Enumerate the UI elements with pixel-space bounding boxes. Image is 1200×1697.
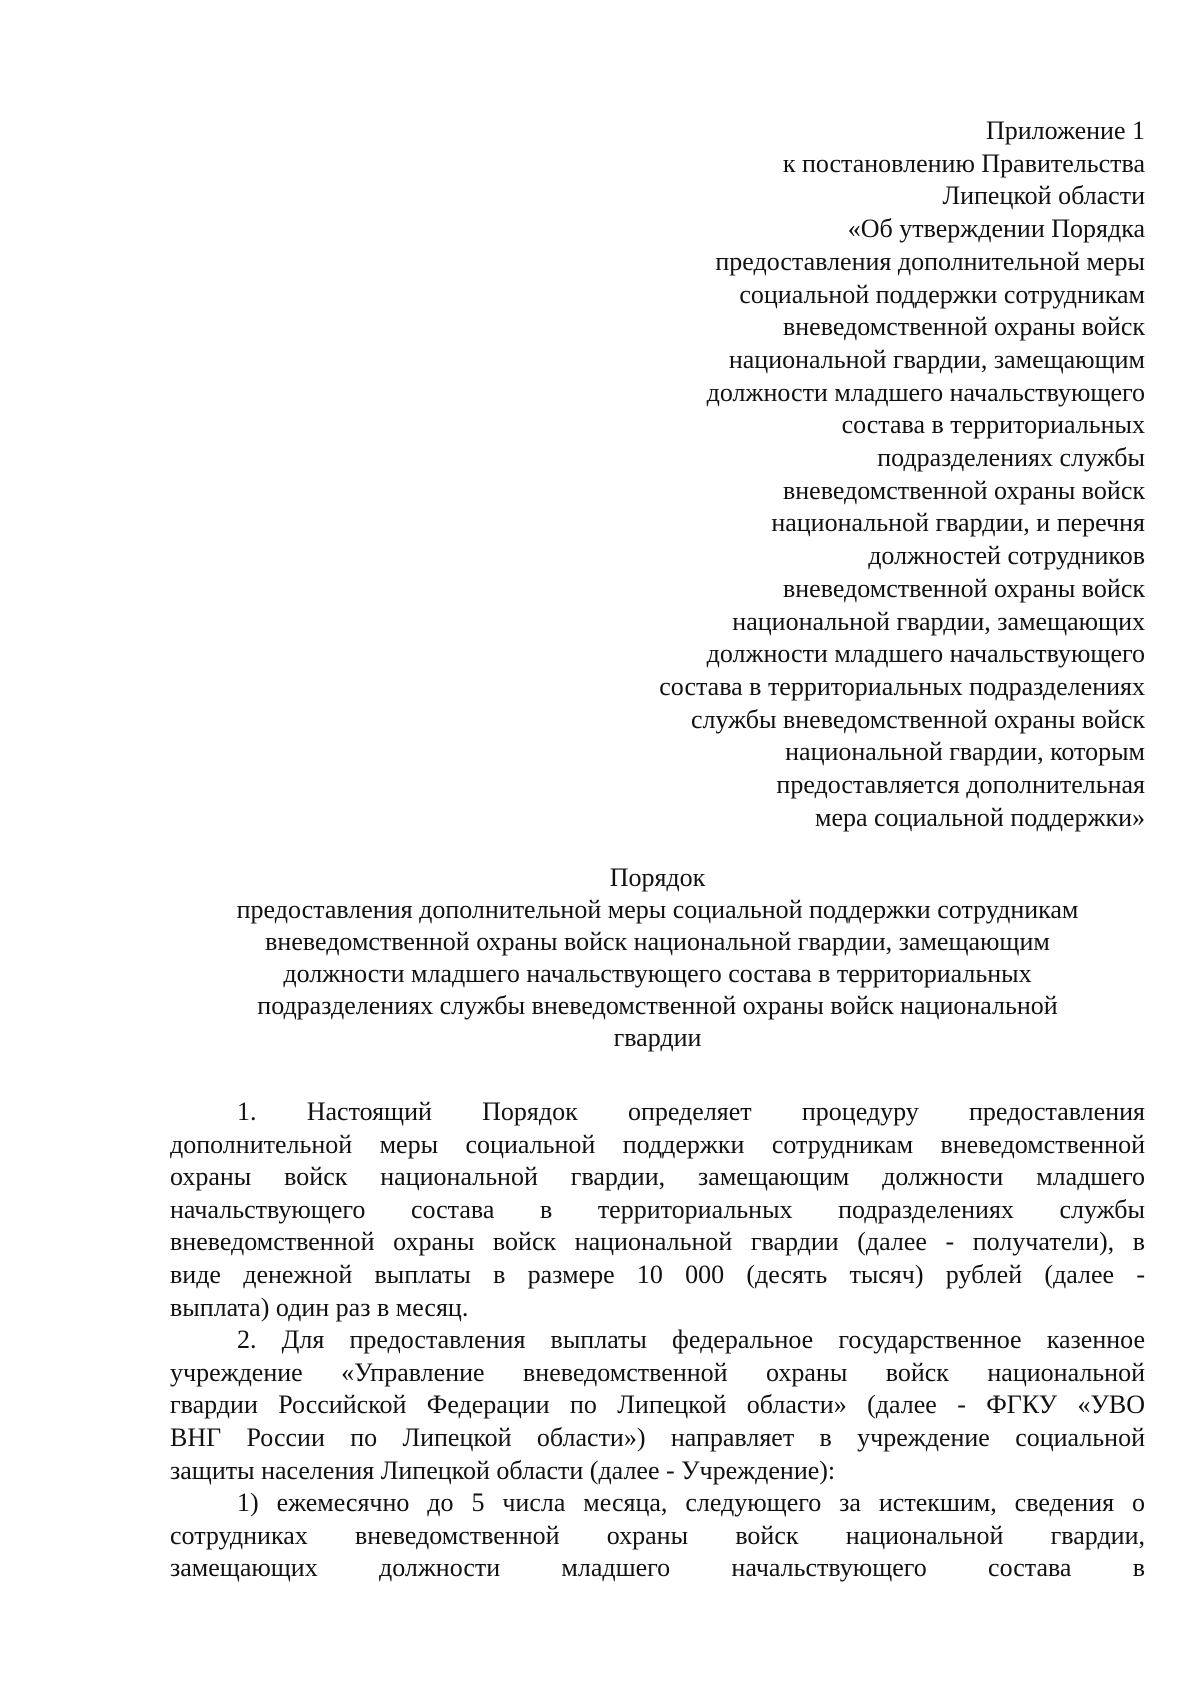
paragraph-line: охраны войск национальной гвардии, замещающим должности младшего: [170, 1162, 1145, 1192]
appendix-line: состава в территориальных: [841, 410, 1145, 440]
appendix-line: вневедомственной охраны войск: [782, 312, 1145, 342]
appendix-line: национальной гвардии, которым: [785, 737, 1145, 767]
appendix-line: социальной поддержки сотрудникам: [739, 279, 1145, 309]
paragraph-line: дополнительной меры социальной поддержки сотрудникам вневедомственной: [170, 1129, 1145, 1159]
appendix-line: должности младшего начальствующего: [706, 377, 1145, 407]
appendix-line: Липецкой области: [942, 181, 1145, 211]
appendix-line: вневедомственной охраны войск: [782, 573, 1145, 603]
appendix-line: должностей сотрудников: [868, 541, 1145, 571]
paragraph-line: выплата) один раз в месяц.: [170, 1292, 469, 1322]
paragraph-line: замещающих должности младшего начальствующего состава в: [170, 1553, 1145, 1583]
document-title: [170, 862, 1145, 1054]
appendix-line: подразделениях службы: [877, 443, 1145, 473]
paragraph-line: защиты населения Липецкой области (далее - Учреждение):: [170, 1455, 836, 1485]
paragraph-line: учреждение «Управление вневедомственной охраны войск национальной: [170, 1357, 1145, 1387]
appendix-line: национальной гвардии, замещающих: [732, 606, 1145, 636]
title-line: подразделениях службы вневедомственной охраны войск национальной: [257, 991, 1058, 1020]
appendix-line: мера социальной поддержки»: [814, 802, 1145, 832]
appendix-line: состава в территориальных подразделениях: [659, 671, 1145, 701]
appendix-line: национальной гвардии, замещающим: [728, 344, 1145, 374]
paragraph-line: виде денежной выплаты в размере 10 000 (десять тысяч) рублей (далее -: [170, 1259, 1145, 1289]
paragraph-line: 2. Для предоставления выплаты федеральное государственное казенное: [237, 1325, 1145, 1355]
title-line: должности младшего начальствующего состава в территориальных: [283, 959, 1032, 988]
document-body: [170, 1096, 1145, 1585]
appendix-line: предоставления дополнительной меры: [715, 246, 1145, 276]
paragraph-line: гвардии Российской Федерации по Липецкой области» (далее - ФГКУ «УВО: [170, 1390, 1145, 1420]
appendix-line: вневедомственной охраны войск: [782, 475, 1145, 505]
title-heading: Порядок: [609, 863, 706, 892]
paragraph-line: 1) ежемесячно до 5 числа месяца, следующего за истекшим, сведения о: [237, 1488, 1145, 1518]
paragraph-line: вневедомственной охраны войск национальной гвардии (далее - получатели), в: [170, 1227, 1145, 1257]
paragraph-2: [170, 1324, 1145, 1487]
appendix-line: службы вневедомственной охраны войск: [691, 704, 1145, 734]
paragraph-line: 1. Настоящий Порядок определяет процедуру предоставления: [237, 1097, 1145, 1126]
paragraph-line: сотрудниках вневедомственной охраны войск национальной гвардии,: [170, 1520, 1145, 1550]
title-line: гвардии: [613, 1023, 702, 1052]
appendix-line: к постановлению Правительства: [782, 148, 1145, 178]
appendix-line: предоставляется дополнительная: [776, 770, 1145, 800]
paragraph-3: [170, 1487, 1145, 1585]
title-line: предоставления дополнительной меры социальной поддержки сотрудникам: [236, 895, 1079, 924]
paragraph-line: ВНГ России по Липецкой области») направляет в учреждение социальной: [170, 1422, 1145, 1452]
appendix-header: [545, 115, 1145, 834]
title-line: вневедомственной охраны войск национальной гвардии, замещающим: [265, 927, 1050, 956]
appendix-line: Приложение 1: [985, 116, 1145, 145]
paragraph-1: [170, 1096, 1145, 1324]
paragraph-line: начальствующего состава в территориальных подразделениях службы: [170, 1194, 1145, 1224]
appendix-line: «Об утверждении Порядка: [847, 214, 1145, 244]
appendix-line: национальной гвардии, и перечня: [771, 508, 1145, 538]
appendix-line: должности младшего начальствующего: [706, 639, 1145, 669]
